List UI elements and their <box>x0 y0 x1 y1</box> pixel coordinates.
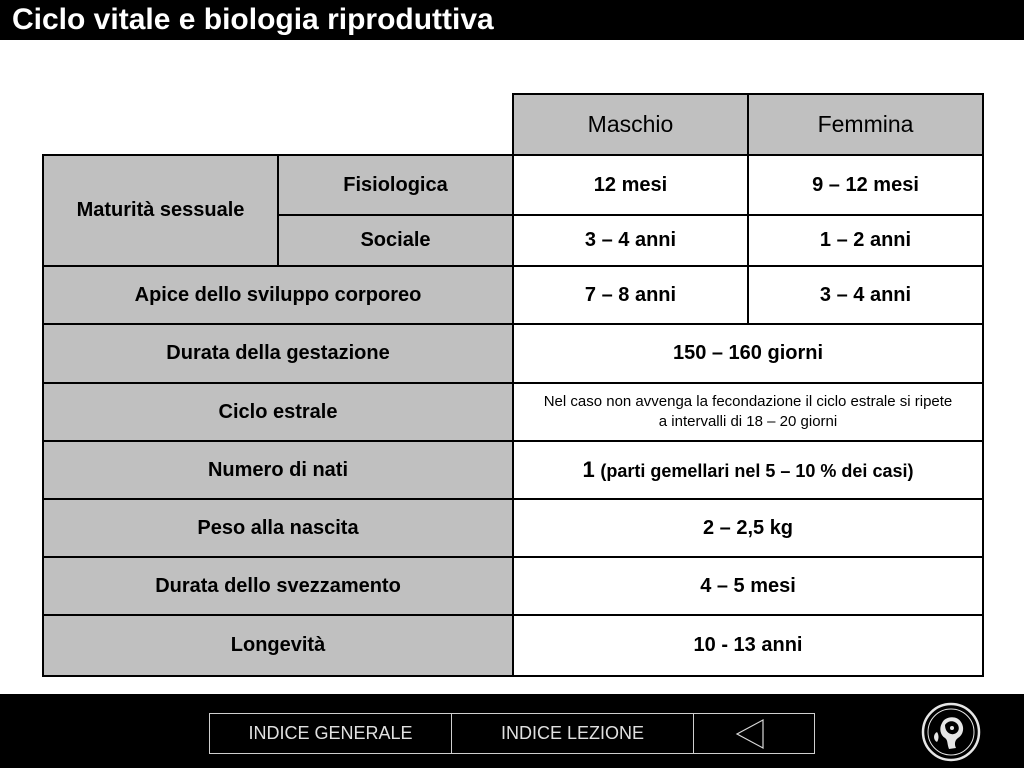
table-row <box>43 615 983 676</box>
cell-female: 1 – 2 anni <box>748 215 983 266</box>
cell-male: 7 – 8 anni <box>513 266 748 324</box>
table-row <box>43 557 983 615</box>
nati-note: (parti gemellari nel 5 – 10 % dei casi) <box>600 461 914 481</box>
data-table <box>42 93 984 677</box>
table-row <box>43 324 983 383</box>
cell-value: 10 - 13 anni <box>513 615 983 676</box>
row-label-svezzamento: Durata dello svezzamento <box>43 557 513 615</box>
row-label-longevita: Longevità <box>43 615 513 676</box>
cell-male: 12 mesi <box>513 155 748 215</box>
row-sublabel-fisiologica: Fisiologica <box>278 155 513 215</box>
reproduction-table <box>42 93 982 675</box>
nati-value: 1 <box>582 457 595 482</box>
column-header-male: Maschio <box>513 94 748 155</box>
cell-value <box>513 383 983 441</box>
table-header-row <box>43 94 983 155</box>
column-header-female: Femmina <box>748 94 983 155</box>
empty-corner <box>43 94 513 155</box>
row-label-maturita: Maturità sessuale <box>43 155 278 266</box>
footer-bar <box>0 694 1024 768</box>
cell-male: 3 – 4 anni <box>513 215 748 266</box>
triangle-left-icon <box>734 718 766 750</box>
nav-indice-lezione-button[interactable]: INDICE LEZIONE <box>452 714 694 753</box>
title-bar <box>0 0 1024 40</box>
page-title: Ciclo vitale e biologia riproduttiva <box>12 3 494 36</box>
ciclo-note-line1: Nel caso non avvenga la fecondazione il ciclo estrale si ripete <box>543 393 953 410</box>
cell-value: 150 – 160 giorni <box>513 324 983 383</box>
table-row <box>43 155 983 215</box>
row-label-gestazione: Durata della gestazione <box>43 324 513 383</box>
table-row <box>43 383 983 441</box>
table-row <box>43 266 983 324</box>
table-row <box>43 499 983 557</box>
row-label-ciclo: Ciclo estrale <box>43 383 513 441</box>
row-label-nati: Numero di nati <box>43 441 513 499</box>
cell-value: 2 – 2,5 kg <box>513 499 983 557</box>
sheep-head-logo-icon[interactable] <box>921 702 981 762</box>
cell-value: 4 – 5 mesi <box>513 557 983 615</box>
row-label-peso: Peso alla nascita <box>43 499 513 557</box>
cell-female: 9 – 12 mesi <box>748 155 983 215</box>
row-label-apice: Apice dello sviluppo corporeo <box>43 266 513 324</box>
cell-value <box>513 441 983 499</box>
nav-indice-generale-button[interactable]: INDICE GENERALE <box>210 714 452 753</box>
ciclo-note-line2: a intervalli di 18 – 20 giorni <box>658 413 838 430</box>
cell-female: 3 – 4 anni <box>748 266 983 324</box>
row-sublabel-sociale: Sociale <box>278 215 513 266</box>
footer-nav <box>209 713 815 754</box>
back-button[interactable] <box>694 714 814 753</box>
table-row <box>43 441 983 499</box>
